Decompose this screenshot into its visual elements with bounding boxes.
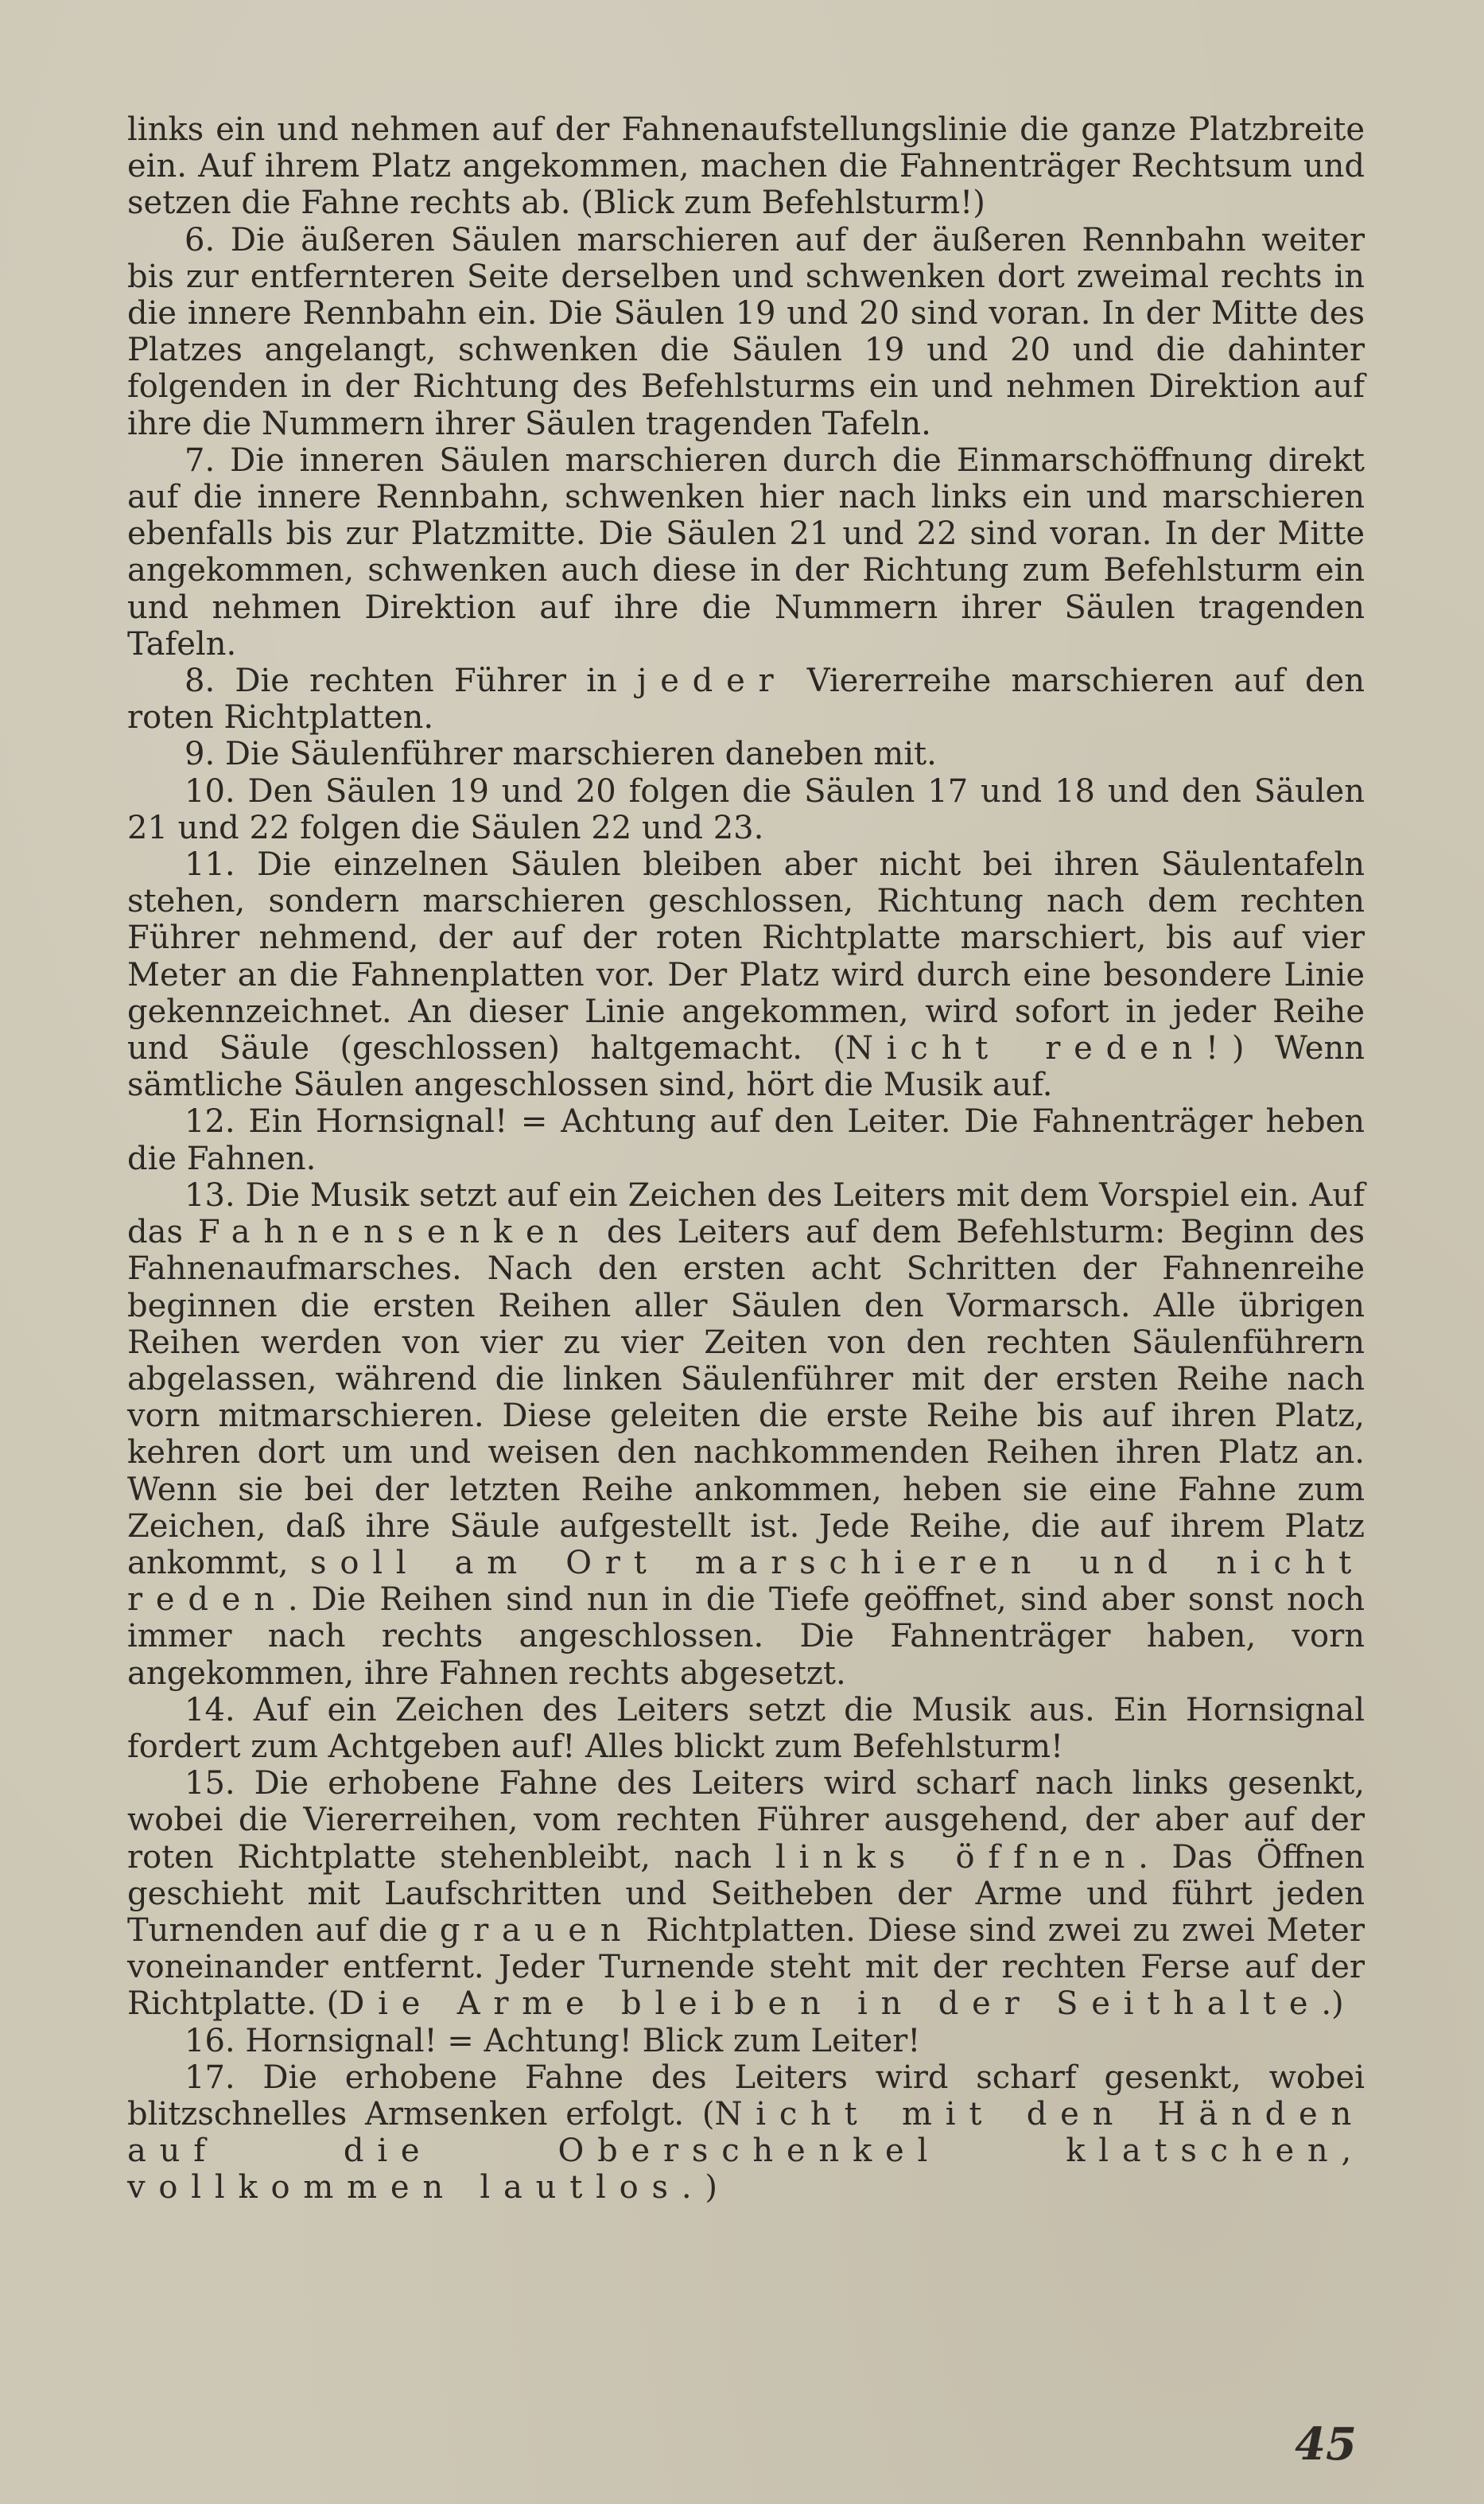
paragraph-9 xyxy=(127,736,1365,772)
paragraph-text: ) xyxy=(705,2169,717,2207)
paragraph-text: 8. Die rechten Führer in xyxy=(185,663,637,700)
page-number: 45 xyxy=(1295,2418,1357,2471)
paragraph-text: Viererreihe marschieren auf den roten Richtplatten. xyxy=(127,663,1365,737)
paragraph-text: 6. Die äußeren Säulen marschieren auf der äußeren Rennbahn weiter bis zur entfernteren Seite derselben und schwenken dort zweimal rechts in die innere Rennbahn ein. Die Säulen 19 und 20 sind voran. In der Mitte des Platzes angelangt, schwenken die Säulen 19 und 20 und die dahinter folgenden in der Richtung des Befehlsturms ein und nehmen Direktion auf ihre die Nummern ihrer Säulen tragenden Tafeln. xyxy=(127,221,1365,442)
spaced-emphasis-text: soll am Ort marschieren und nicht reden xyxy=(127,1544,1365,1619)
paragraph-text: .) xyxy=(1321,1985,1344,2023)
paragraph-17 xyxy=(127,2059,1365,2207)
paragraph-text: 15. Die erhobene Fahne des Leiters wird scharf nach links gesenkt, wobei die Viererreihen, vom rechten Führer ausgehend, der aber auf der roten Richtplatte stehenbleibt, nach xyxy=(127,1765,1365,1876)
paragraph-text: ) Wenn sämtliche Säulen angeschlossen sind, hört die Musik auf. xyxy=(127,1030,1365,1104)
paragraph-6 xyxy=(127,222,1365,442)
paragraph-10 xyxy=(127,773,1365,846)
paragraph-text: 17. Die erhobene Fahne des Leiters wird scharf gesenkt, wobei blitzschnelles Armsenken erfolgt. ( xyxy=(127,2059,1365,2133)
paragraph-text: des Leiters auf dem Befehlsturm: Beginn des Fahnenaufmarsches. Nach den ersten acht Schritten der Fahnenreihe beginnen die ersten Reihen aller Säulen den Vormarsch. Alle übrigen Reihen werden von vier zu vier Zeiten von den rechten Säulenführern abgelassen, während die linken Säulenführer mit der ersten Reihe nach vorn mitmarschieren. Diese geleiten die erste Reihe bis auf ihren Platz, kehren dort um und weisen den nachkommenden Reihen ihren Platz an. Wenn sie bei der letzten Reihe ankommen, heben sie eine Fahne zum Zeichen, daß ihre Säule aufgestellt ist. Jede Reihe, die auf ihrem Platz ankommt, xyxy=(127,1214,1365,1581)
paragraph-text: 14. Auf ein Zeichen des Leiters setzt die Musik aus. Ein Hornsignal fordert zum Achtgeben auf! Alles blickt zum Befehlsturm! xyxy=(127,1691,1365,1765)
spaced-emphasis-text: jeder xyxy=(637,663,787,700)
paragraph-text: 13. Die Musik setzt auf ein Zeichen des Leiters mit dem Vorspiel ein. Auf das xyxy=(127,1176,1365,1251)
paragraph-text: 7. Die inneren Säulen marschieren durch die Einmarschöffnung direkt auf die innere Rennbahn, schwenken hier nach links ein und marschieren ebenfalls bis zur Platzmitte. Die Säulen 21 und 22 sind voran. In der Mitte angekommen, schwenken auch diese in der Richtung zum Befehlsturm ein und nehmen Direktion auf ihre die Nummern ihrer Säulen tragenden Tafeln. xyxy=(127,441,1365,663)
spaced-emphasis-text: grauen xyxy=(439,1911,635,1949)
paragraph-text: 11. Die einzelnen Säulen bleiben aber nicht bei ihren Säulentafeln stehen, sondern marschieren geschlossen, Richtung nach dem rechten Führer nehmend, der auf der roten Richtplatte marschiert, bis auf vier Meter an die Fahnenplatten vor. Der Platz wird durch eine besondere Linie gekennzeichnet. An dieser Linie angekommen, wird sofort in jeder Reihe und Säule (geschlossen) haltgemacht. ( xyxy=(127,846,1365,1067)
paragraph-text: . Die Reihen sind nun in die Tiefe geöffnet, sind aber sonst noch immer nach rechts angeschlossen. Die Fahnenträger haben, vorn angekommen, ihre Fahnen rechts abgesetzt. xyxy=(127,1581,1365,1692)
paragraph-8 xyxy=(127,663,1365,736)
body-text xyxy=(127,111,1365,2207)
paragraph-text: 9. Die Säulenführer marschieren daneben mit. xyxy=(185,736,937,773)
paragraph-15 xyxy=(127,1765,1365,2022)
paragraph-14 xyxy=(127,1692,1365,1765)
spaced-emphasis-text: Nicht reden! xyxy=(845,1030,1232,1067)
paragraph-text: 10. Den Säulen 19 und 20 folgen die Säulen 17 und 18 und den Säulen 21 und 22 folgen die Säulen 22 und 23. xyxy=(127,772,1365,846)
paragraph-text: . Das Öffnen geschieht mit Laufschritten und Seitheben der Arme und führt jeden Turnenden auf die xyxy=(127,1838,1365,1949)
spaced-emphasis-text: Die Arme bleiben in der Seithalte xyxy=(339,1985,1322,2023)
paragraph-continuation xyxy=(127,111,1365,222)
spaced-emphasis-text: Fahnensenken xyxy=(197,1214,592,1251)
paragraph-7 xyxy=(127,442,1365,663)
paragraph-text: 12. Ein Hornsignal! = Achtung auf den Leiter. Die Fahnenträger heben die Fahnen. xyxy=(127,1103,1365,1177)
spaced-emphasis-text: links öffnen xyxy=(775,1838,1139,1876)
paragraph-text: links ein und nehmen auf der Fahnenaufstellungslinie die ganze Platzbreite ein. Auf ihrem Platz angekommen, machen die Fahnenträger Rechtsum und setzen die Fahne rechts ab. (Blick zum Befehlsturm!) xyxy=(127,111,1365,222)
paragraph-12 xyxy=(127,1103,1365,1176)
spaced-emphasis-text: Nicht mit den Händen auf die Oberschenkel klatschen, vollkommen lautlos. xyxy=(127,2095,1366,2207)
paragraph-text: Richtplatten. Diese sind zwei zu zwei Meter voneinander entfernt. Jeder Turnende steht mit der rechten Ferse auf der Richtplatte. ( xyxy=(127,1911,1365,2023)
paragraph-16 xyxy=(127,2023,1365,2059)
paragraph-11 xyxy=(127,846,1365,1103)
paragraph-13 xyxy=(127,1177,1365,1692)
paragraph-text: 16. Hornsignal! = Achtung! Blick zum Leiter! xyxy=(185,2022,921,2059)
